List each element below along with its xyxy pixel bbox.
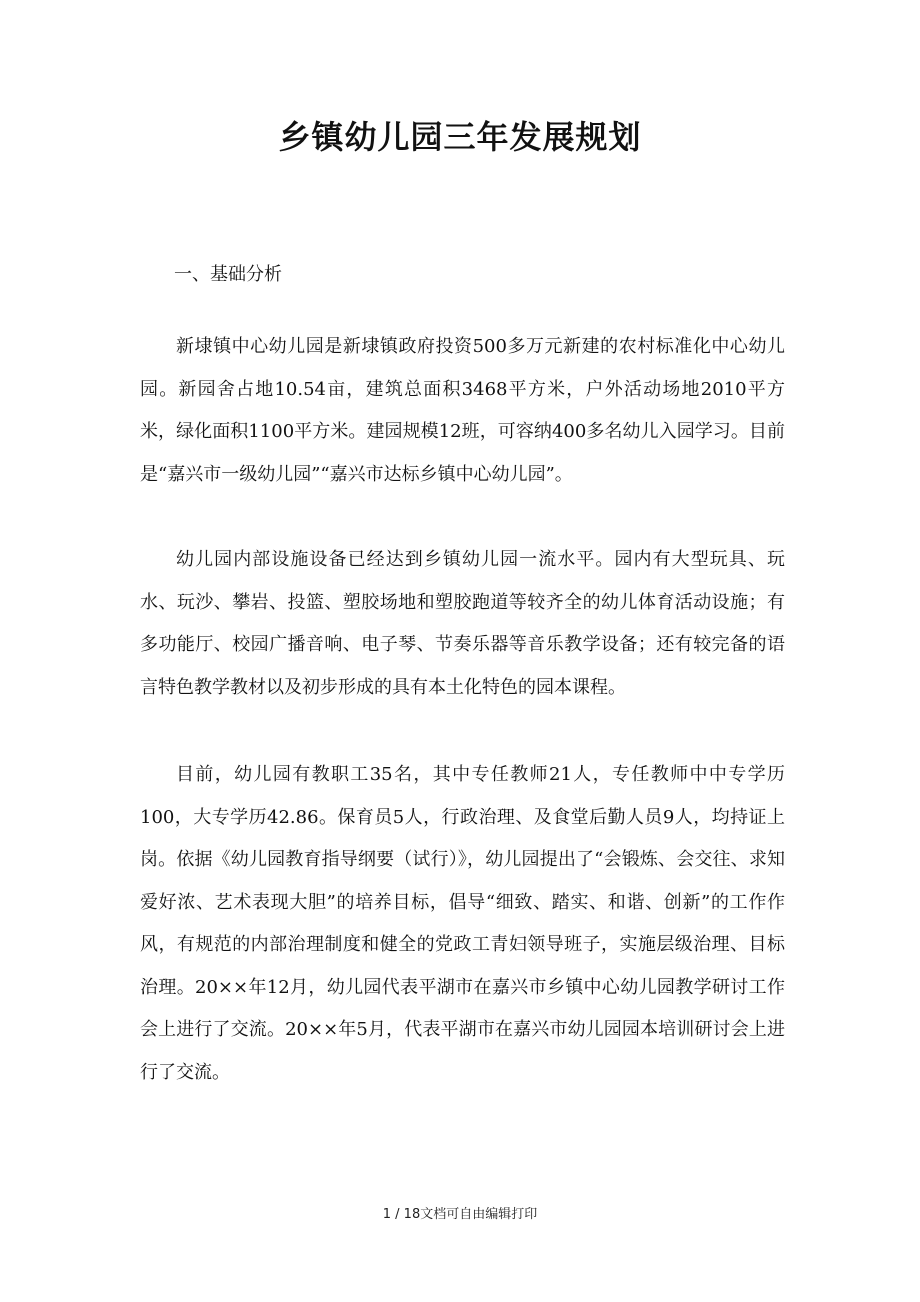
page-footer: 1 / 18文档可自由编辑打印 <box>382 1207 538 1222</box>
section-heading: 一、基础分析 <box>174 264 282 285</box>
paragraph-overview: 新埭镇中心幼儿园是新埭镇政府投资500多万元新建的农村标准化中心幼儿园。新园舍占地10.54亩，建筑总面积3468平方米，户外活动场地2010平方米，绿化面积1100平方米。建园规模12班，可容纳400多名幼儿入园学习。目前是“嘉兴市一级幼儿园”“嘉兴市达标乡镇中心幼儿园”。 <box>140 336 785 485</box>
paragraph-staff: 目前，幼儿园有教职工35名，其中专任教师21人，专任教师中中专学历100，大专学历42.86。保育员5人，行政治理、及食堂后勤人员9人，均持证上岗。依据《幼儿园教育指导纲要（试行）》，幼儿园提出了“会锻炼、会交往、求知爱好浓、艺术表现大胆”的培养目标，倡导“细致、踏实、和谐、创新”的工作作风，有规范的内部治理制度和健全的党政工青妇领导班子，实施层级治理、目标治理。20××年12月，幼儿园代表平湖市在嘉兴市乡镇中心幼儿园教学研讨工作会上进行了交流。20××年5月，代表平湖市在嘉兴市幼儿园园本培训研讨会上进行了交流。 <box>140 764 785 1083</box>
document-title: 乡镇幼儿园三年发展规划 <box>278 118 642 156</box>
paragraph-facilities: 幼儿园内部设施设备已经达到乡镇幼儿园一流水平。园内有大型玩具、玩水、玩沙、攀岩、投篮、塑胶场地和塑胶跑道等较齐全的幼儿体育活动设施；有多功能厅、校园广播音响、电子琴、节奏乐器等音乐教学设备；还有较完备的语言特色教学教材以及初步形成的具有本土化特色的园本课程。 <box>140 549 785 698</box>
